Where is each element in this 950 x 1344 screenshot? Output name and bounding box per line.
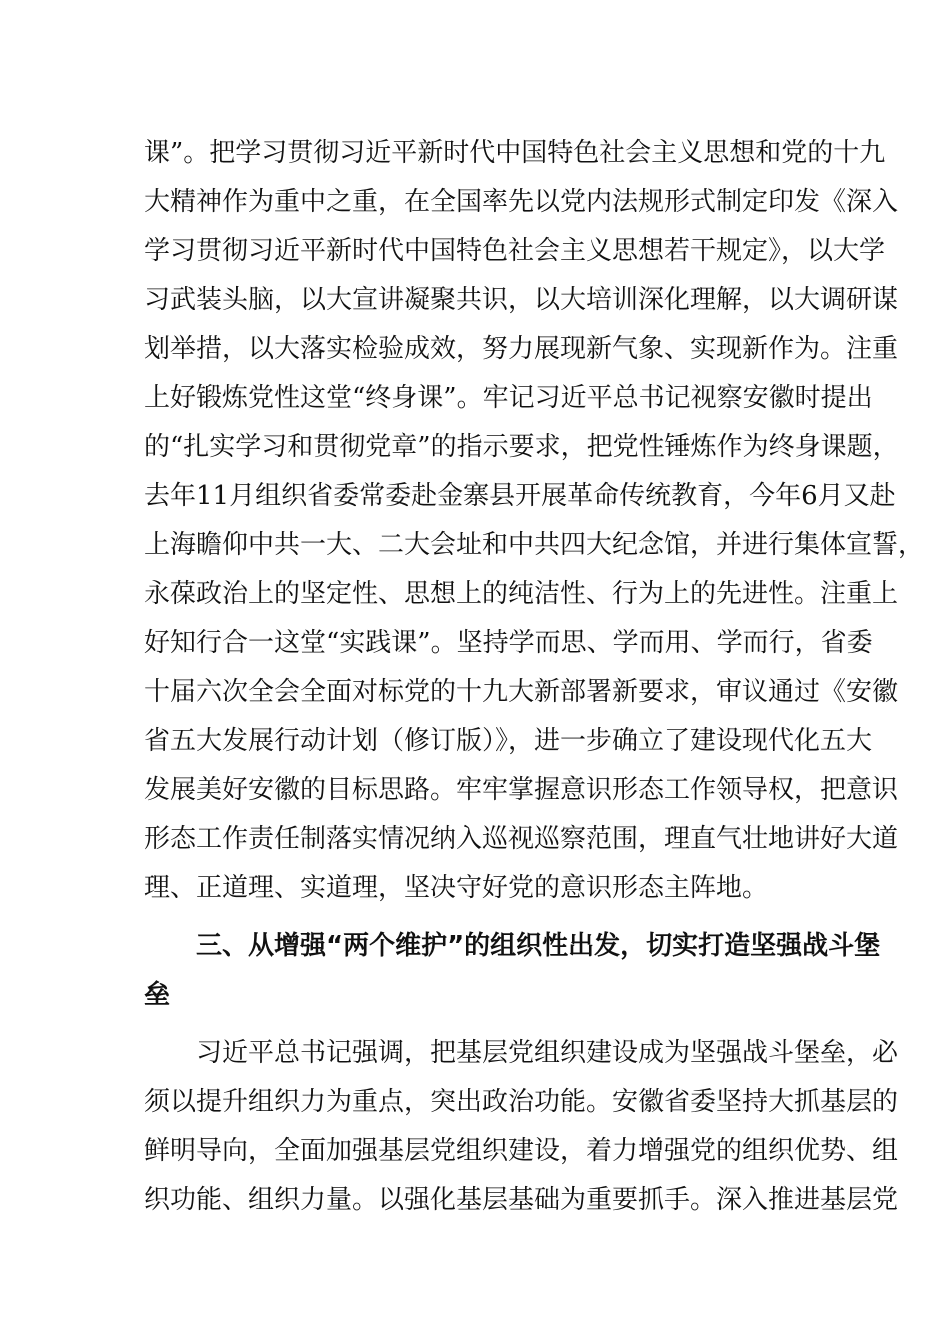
text-line: 上好锻炼党性这堂“终身课”。牢记习近平总书记视察安徽时提出 [144,383,873,413]
text-line: 课”。把学习贯彻习近平新时代中国特色社会主义思想和党的十九 [144,138,886,168]
text-line: 习武装头脑，以大宣讲凝聚共识，以大培训深化理解，以大调研谋 [144,285,899,315]
text-line: 习近平总书记强调，把基层党组织建设成为坚强战斗堡垒，必 [196,1038,899,1068]
text-line: 须以提升组织力为重点，突出政治功能。安徽省委坚持大抓基层的 [144,1087,899,1117]
text-line: 十届六次全会全面对标党的十九大新部署新要求，审议通过《安徽 [144,677,899,707]
heading-line: 三、从增强“两个维护”的组织性出发，切实打造坚强战斗堡 [196,931,881,961]
text-line: 省五大发展行动计划（修订版）》，进一步确立了建设现代化五大 [144,726,873,756]
text-line: 理、正道理、实道理，坚决守好党的意识形态主阵地。 [144,873,769,903]
text-line: 形态工作责任制落实情况纳入巡视巡察范围，理直气壮地讲好大道 [144,824,899,854]
text-line: 好知行合一这堂“实践课”。坚持学而思、学而用、学而行，省委 [144,628,873,658]
text-line: 学习贯彻习近平新时代中国特色社会主义思想若干规定》，以大学 [144,236,886,266]
text-line: 的“扎实学习和贯彻党章”的指示要求，把党性锤炼作为终身课题， [144,432,899,462]
heading-line: 垒 [144,980,171,1010]
text-line: 发展美好安徽的目标思路。牢牢掌握意识形态工作领导权，把意识 [144,775,899,805]
text-line: 划举措，以大落实检验成效，努力展现新气象、实现新作为。注重 [144,334,899,364]
text-line: 去年11月组织省委常委赴金寨县开展革命传统教育，今年6月又赴 [144,481,896,511]
text-line: 大精神作为重中之重，在全国率先以党内法规形式制定印发《深入 [144,187,899,217]
text-line: 上海瞻仰中共一大、二大会址和中共四大纪念馆，并进行集体宣誓， [144,530,925,560]
text-line: 鲜明导向，全面加强基层党组织建设，着力增强党的组织优势、组 [144,1136,899,1166]
text-line: 永葆政治上的坚定性、思想上的纯洁性、行为上的先进性。注重上 [144,579,899,609]
text-line: 织功能、组织力量。以强化基层基础为重要抓手。深入推进基层党 [144,1185,899,1215]
